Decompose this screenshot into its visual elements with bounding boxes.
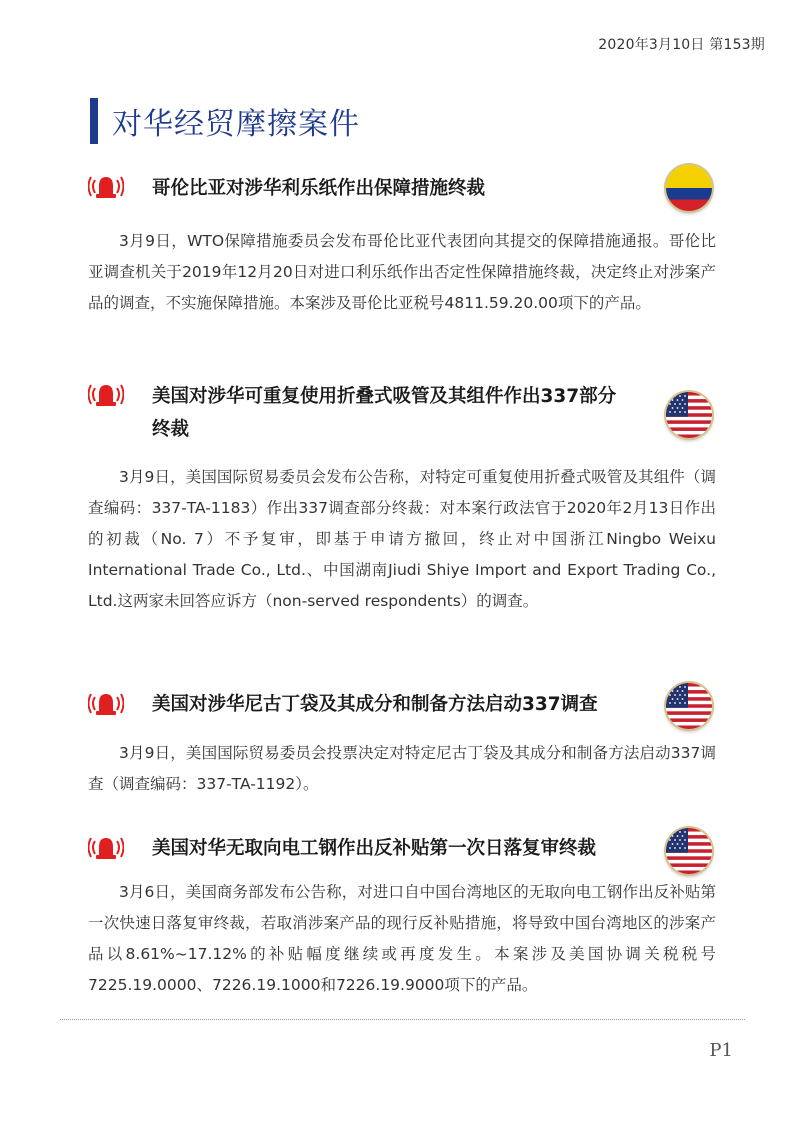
case-title: 哥伦比亚对涉华利乐纸作出保障措施终裁: [152, 178, 486, 199]
page-number: P1: [709, 1040, 733, 1061]
usa-flag-icon: [666, 392, 712, 438]
section-header: [90, 97, 360, 145]
usa-flag-icon: [666, 828, 712, 874]
alarm-bell-icon: [88, 382, 124, 408]
case-title: 美国对涉华可重复使用折叠式吸管及其组件作出337部分终裁: [152, 386, 617, 440]
case-body: 3月9日，美国国际贸易委员会投票决定对特定尼古丁袋及其成分和制备方法启动337调查（调查编码：337-TA-1192）。: [88, 744, 716, 793]
footer-divider: [60, 1019, 745, 1020]
case-body: 3月9日，美国国际贸易委员会发布公告称，对特定可重复使用折叠式吸管及其组件（调查编码：337-TA-1183）作出337调查部分终裁：对本案行政法官于2020年2月13日作出的初裁（No. 7）不予复审，即基于申请方撤回，终止对中国浙江Ningbo Weixu International Trade Co., Ltd.、中国湖南Jiudi Shiye Import and Export Trading Co., Ltd.这两家未回答应诉方（non-served respondents）的调查。: [88, 468, 716, 610]
issue-date: 2020年3月10日 第153期: [598, 37, 765, 53]
alarm-bell-icon: [88, 174, 124, 200]
case-title: 美国对华无取向电工钢作出反补贴第一次日落复审终裁: [152, 838, 597, 859]
section-title: 对华经贸摩擦案件: [112, 107, 360, 142]
colombia-flag-icon: [666, 165, 712, 211]
case-body: 3月6日，美国商务部发布公告称，对进口自中国台湾地区的无取向电工钢作出反补贴第一次快速日落复审终裁，若取消涉案产品的现行反补贴措施，将导致中国台湾地区的涉案产品以8.61%~17.12%的补贴幅度继续或再度发生。本案涉及美国协调关税税号7225.19.0000、7226.19.1000和7226.19.9000项下的产品。: [88, 883, 716, 994]
alarm-bell-icon: [88, 691, 124, 717]
case-body: 3月9日，WTO保障措施委员会发布哥伦比亚代表团向其提交的保障措施通报。哥伦比亚调查机关于2019年12月20日对进口利乐纸作出否定性保障措施终裁，决定终止对涉案产品的调查，不实施保障措施。本案涉及哥伦比亚税号4811.59.20.00项下的产品。: [88, 232, 716, 312]
section-accent-bar: [90, 98, 98, 144]
case-title: 美国对涉华尼古丁袋及其成分和制备方法启动337调查: [152, 694, 598, 715]
alarm-bell-icon: [88, 835, 124, 861]
usa-flag-icon: [666, 683, 712, 729]
